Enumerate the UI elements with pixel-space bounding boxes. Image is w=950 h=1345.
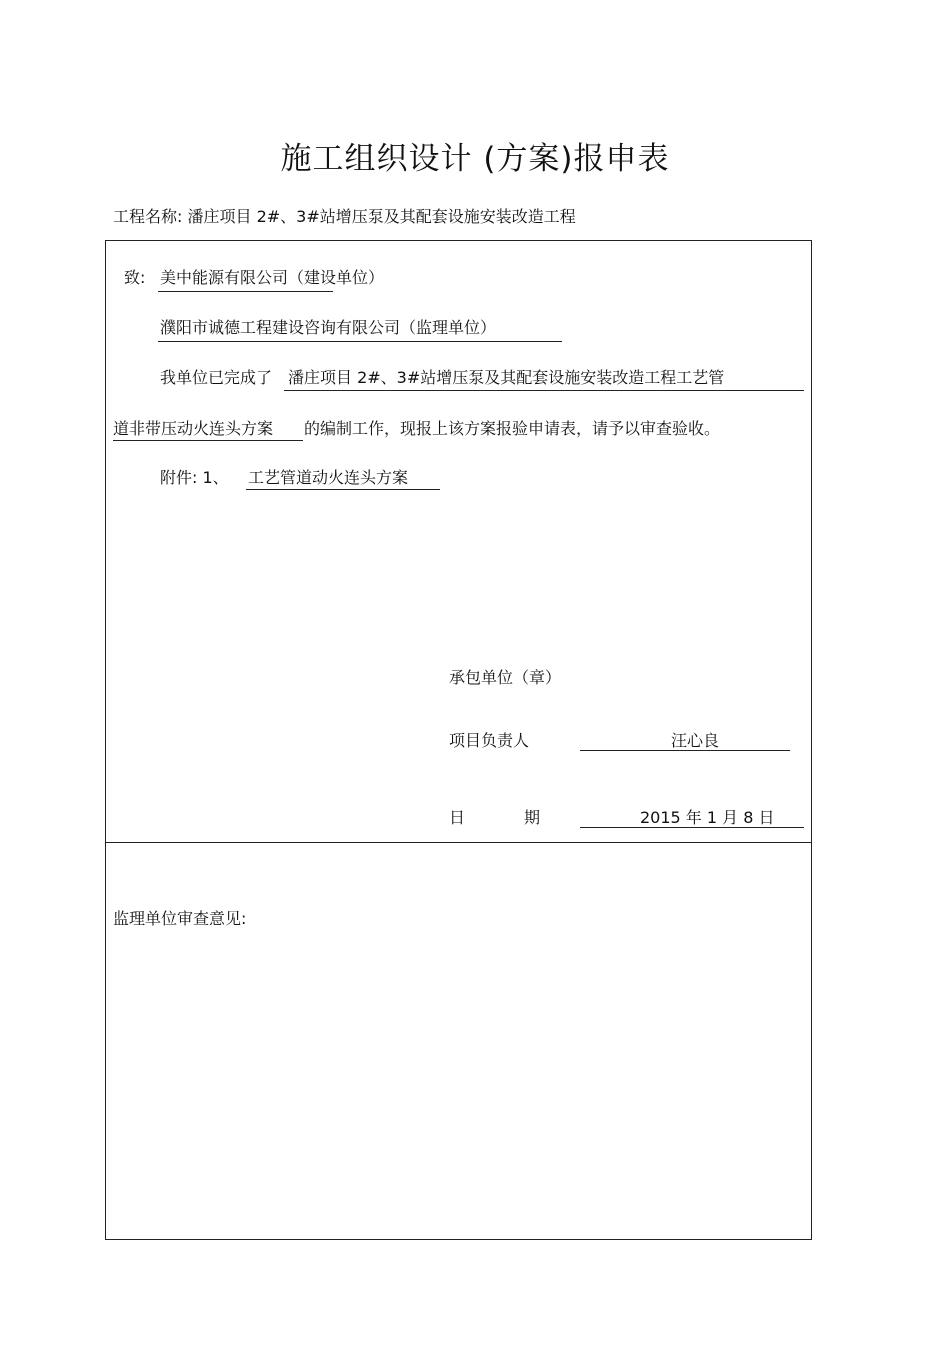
owner-unit-underline	[158, 291, 333, 292]
section-divider	[105, 842, 812, 843]
manager-label: 项目负责人	[449, 731, 530, 750]
attachment-name: 工艺管道动火连头方案	[248, 468, 409, 487]
contractor-label: 承包单位（章）	[449, 668, 562, 687]
statement-plan-part2: 道非带压动火连头方案	[113, 419, 274, 438]
supervisor-unit: 濮阳市诚德工程建设咨询有限公司（监理单位）	[160, 318, 497, 337]
manager-underline	[580, 750, 790, 751]
review-label: 监理单位审查意见:	[113, 909, 247, 928]
attachment-underline	[246, 489, 440, 490]
date-label-1: 日	[449, 808, 466, 827]
date-value: 2015 年 1 月 8 日	[640, 808, 775, 827]
page-title: 施工组织设计 (方案)报申表	[280, 141, 670, 177]
supervisor-unit-underline	[158, 341, 562, 342]
date-label-2: 期	[524, 808, 541, 827]
date-underline	[580, 827, 804, 828]
statement-plan-underline-2	[113, 440, 303, 441]
project-name-value: 潘庄项目 2#、3#站增压泵及其配套设施安装改造工程	[187, 207, 576, 226]
manager-name: 汪心良	[670, 731, 719, 750]
statement-plan-underline-1	[284, 390, 804, 391]
to-label: 致:	[124, 268, 146, 287]
statement-plan-part1: 潘庄项目 2#、3#站增压泵及其配套设施安装改造工程工艺管	[288, 368, 725, 387]
statement-prefix: 我单位已完成了	[160, 368, 273, 387]
project-name-line	[113, 204, 576, 227]
owner-unit: 美中能源有限公司（建设单位）	[160, 268, 385, 287]
attachment-label: 附件: 1、	[160, 468, 229, 487]
statement-suffix: 的编制工作，现报上该方案报验申请表，请予以审查验收。	[304, 419, 721, 438]
project-name-label: 工程名称:	[113, 207, 183, 226]
